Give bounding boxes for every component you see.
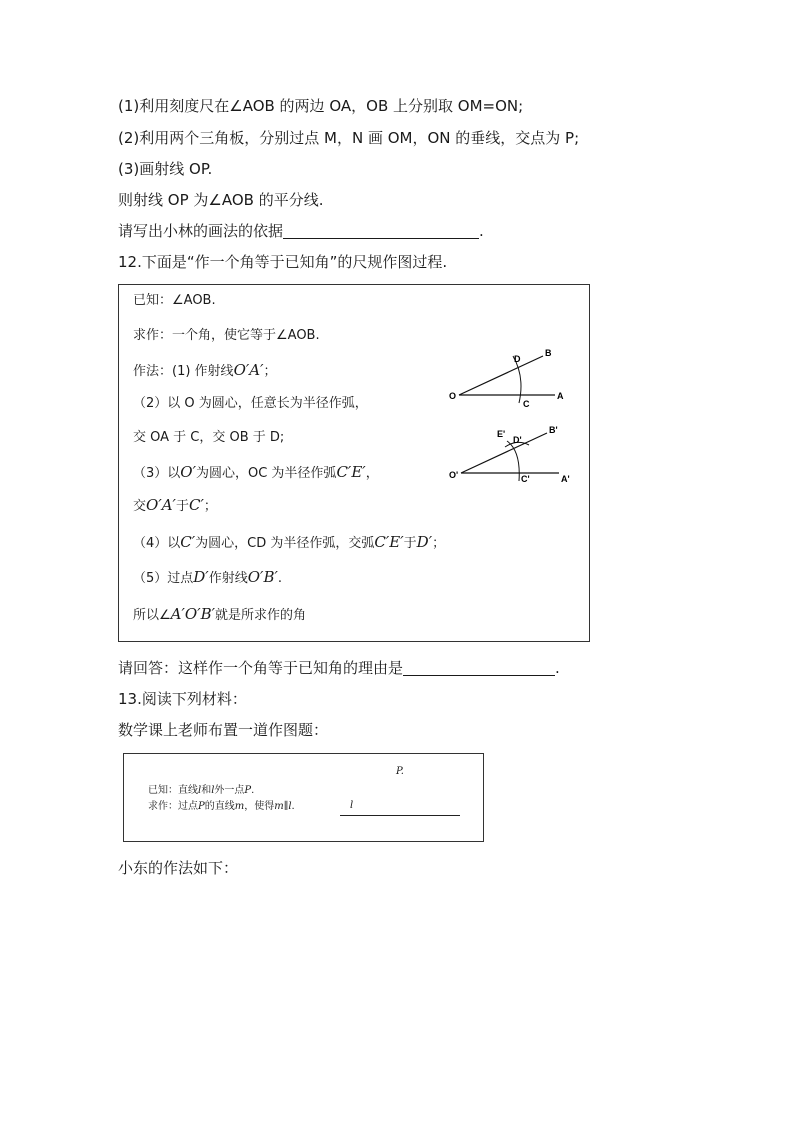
method-1-end: ；	[263, 364, 277, 379]
given-text: 已知：∠AOB.	[133, 293, 216, 308]
angle-symbol: A′O′B′	[170, 605, 216, 623]
method-4-mid: 为圆心，CD 为半径作弧，交弧	[195, 536, 375, 551]
center-symbol: O′	[180, 463, 196, 481]
label-d: D	[514, 354, 521, 364]
arc-symbol: C′E′	[374, 533, 404, 551]
answer-blank[interactable]	[403, 659, 555, 676]
find-mid: 的直线	[204, 801, 235, 812]
step-3-text: (3)画射线 OP.	[118, 160, 213, 178]
angle-aob-figure	[447, 345, 587, 407]
method-3-text: （3）以	[133, 466, 181, 481]
method-3-mid: 为圆心，OC 为半径作弧	[195, 466, 337, 481]
label-a: A	[557, 391, 564, 401]
step-1-text: (1)利用刻度尺在∠AOB 的两边 OA，OB 上分别取 OM=ON;	[118, 97, 524, 115]
find-text: 求作：一个角，使它等于∠AOB.	[133, 328, 320, 343]
problem-box	[123, 753, 484, 842]
problem-given	[148, 784, 254, 797]
method-1	[133, 361, 277, 381]
ray-symbol: O′B′	[247, 568, 278, 586]
method-4-mid2: 于	[403, 536, 417, 551]
method-3b-text: 交	[133, 499, 147, 514]
construction-box	[118, 284, 590, 642]
label-b-prime: B'	[549, 425, 558, 435]
conclusion-text: 则射线 OP 为∠AOB 的平分线.	[118, 191, 324, 209]
label-o: O	[449, 391, 457, 401]
point-p-label: P.	[396, 766, 404, 777]
point-symbol: P	[198, 801, 205, 812]
line-l	[340, 815, 460, 816]
answer-end: .	[555, 659, 560, 677]
method-5-end: .	[277, 571, 283, 586]
method-2a: （2）以 O 为圆心，任意长为半径作弧，	[133, 396, 368, 411]
problem-find	[148, 800, 295, 813]
method-5	[133, 568, 282, 588]
method-2b: 交 OA 于 C，交 OB 于 D;	[133, 430, 285, 445]
step-2-text: (2)利用两个三角板，分别过点 M，N 画 OM，ON 的垂线，交点为 P;	[118, 129, 580, 147]
q13-title: 13.阅读下列材料：	[118, 690, 247, 708]
q12-answer-line	[118, 658, 560, 678]
ray-symbol: O′A′	[146, 496, 176, 514]
point-symbol: P	[244, 785, 252, 796]
line-symbol: l	[211, 785, 215, 796]
label-c-prime: C'	[521, 474, 530, 484]
method-3	[133, 463, 379, 483]
method-5-text: （5）过点	[133, 571, 194, 586]
line-symbol: l	[198, 785, 202, 796]
q13-intro: 数学课上老师布置一道作图题：	[118, 721, 329, 739]
label-b: B	[545, 348, 552, 358]
arc-symbol: C′E′	[336, 463, 366, 481]
ray-ob-prime	[461, 433, 547, 473]
given-mid2: 外一点	[214, 785, 245, 796]
method-intro: 小东的作法如下：	[118, 859, 239, 877]
label-o-prime: O'	[449, 470, 459, 480]
parallel-relation: m∥l	[274, 801, 292, 812]
point-symbol: D′	[193, 568, 209, 586]
given-mid: 和	[201, 785, 212, 796]
label-c: C	[523, 399, 530, 407]
find-end: .	[291, 801, 295, 812]
find-mid2: ，使得	[244, 801, 275, 812]
method-3b	[133, 496, 217, 516]
find-text: 求作：过点	[148, 801, 198, 812]
line-symbol: m	[234, 801, 245, 812]
question-line	[118, 221, 484, 241]
q12-title: 12.下面是“作一个角等于已知角”的尺规作图过程.	[118, 253, 448, 271]
answer-prompt: 请回答：这样作一个角等于已知角的理由是	[118, 659, 404, 677]
result-line	[133, 605, 306, 625]
label-e-prime: E'	[497, 429, 506, 439]
result-end: 就是所求作的角	[215, 608, 307, 623]
point-symbol: C′	[180, 533, 196, 551]
line-l-label: l	[350, 800, 354, 811]
method-4-text: （4）以	[133, 536, 181, 551]
ray-ob	[459, 356, 543, 395]
method-3b-mid: 于	[175, 499, 189, 514]
question-end: .	[479, 222, 484, 240]
point-symbol: C′	[188, 496, 204, 514]
method-5-mid: 作射线	[208, 571, 248, 586]
method-3-end: ，	[365, 466, 379, 481]
method-4	[133, 533, 445, 553]
label-d-prime: D'	[513, 435, 522, 445]
angle-construction-figure	[447, 421, 587, 487]
ray-symbol: O′A′	[233, 361, 264, 379]
question-text: 请写出小林的画法的依据	[118, 222, 284, 240]
method-4-end: ；	[432, 536, 446, 551]
answer-blank[interactable]	[283, 222, 479, 239]
given-end: .	[251, 785, 255, 796]
label-a-prime: A'	[561, 474, 570, 484]
given-text: 已知：直线	[148, 785, 198, 796]
method-1-text: 作法：(1) 作射线	[133, 364, 234, 379]
result-text: 所以∠	[133, 608, 171, 623]
method-3b-end: ；	[203, 499, 217, 514]
point-symbol: D′	[416, 533, 433, 551]
